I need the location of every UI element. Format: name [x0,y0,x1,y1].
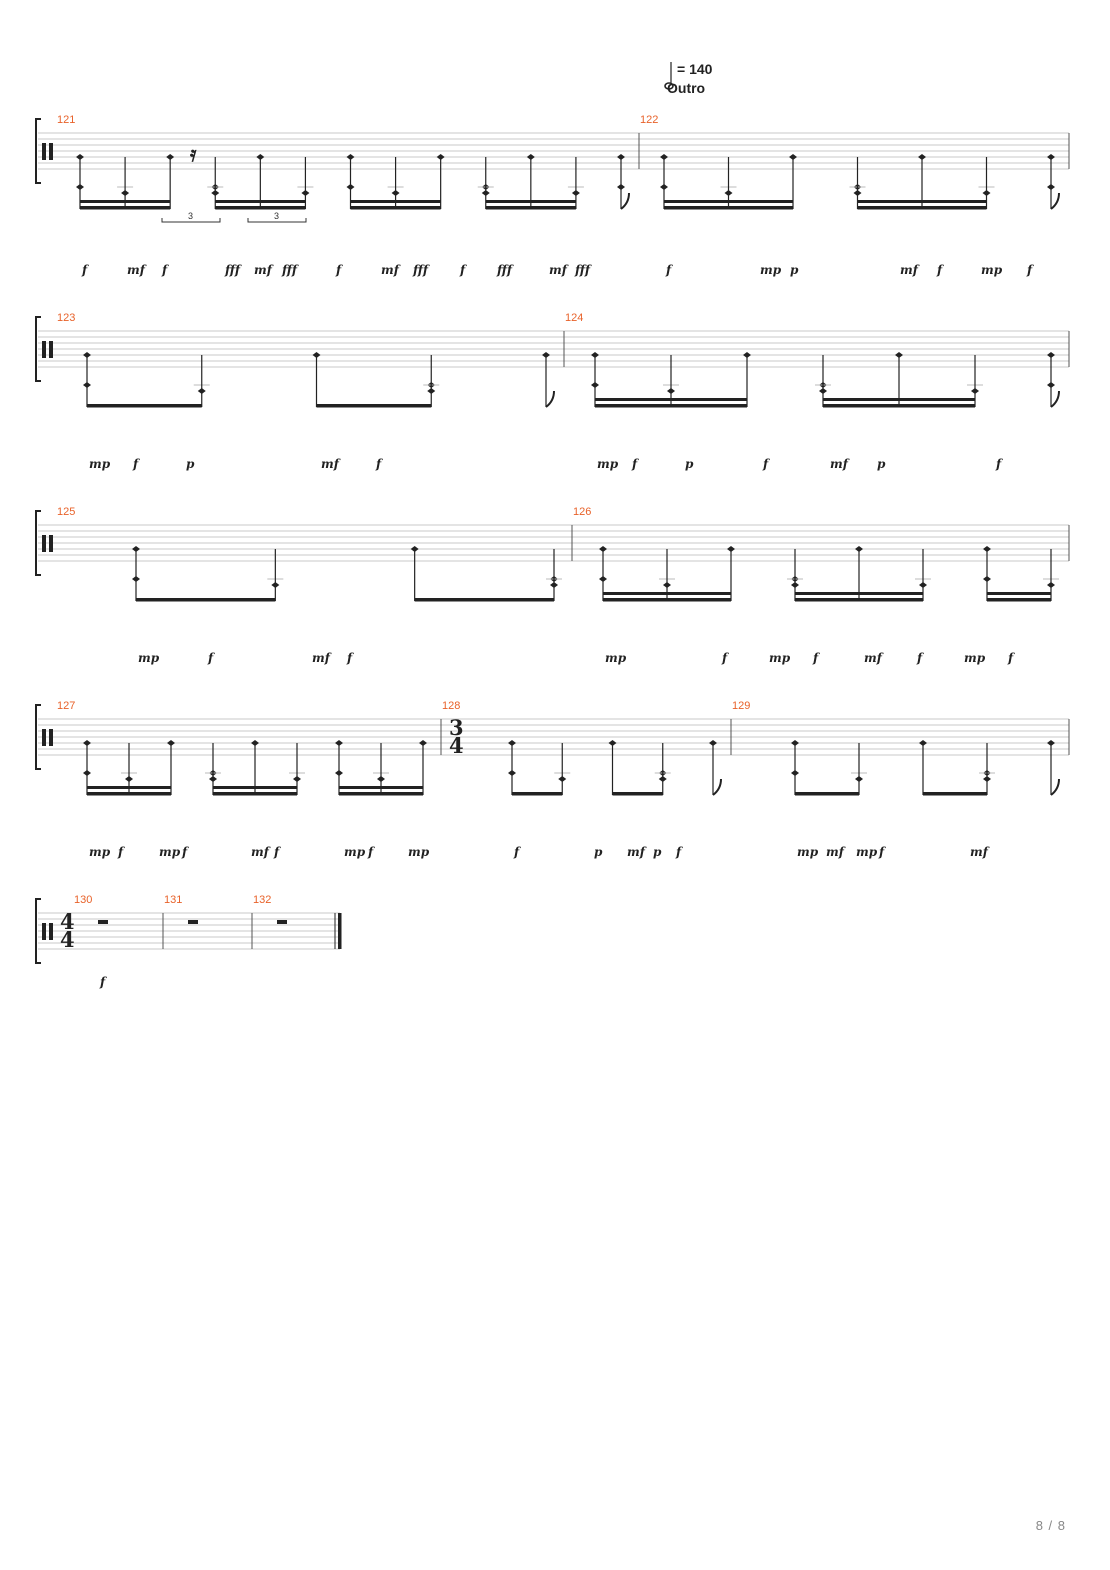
beam [823,404,975,408]
tuplet-label: 3 [188,211,194,221]
dynamic-marking: mp [769,651,791,665]
beam [664,206,793,210]
dynamic-marking: f [336,263,342,277]
tuplet-label: 3 [274,211,280,221]
dynamic-marking: mf [830,457,848,471]
dynamic-marking: f [676,845,682,859]
measure-number: 125 [57,506,76,518]
measure-number: 131 [164,894,183,906]
percussion-clef-icon [49,143,53,160]
beam [87,786,171,789]
section-label: Outro [667,80,706,96]
beam [486,206,576,210]
beam [823,398,975,401]
dynamic-marking: mp [760,263,782,277]
dynamic-marking: f [1008,651,1014,665]
beam [87,792,171,796]
sixteenth-rest-icon: 𝄿 [190,141,197,166]
percussion-clef-icon [42,535,46,552]
tempo-text: = 140 [677,61,713,77]
dynamic-marking: mp [856,845,878,859]
beam [351,206,441,210]
flag-icon [1051,193,1059,209]
time-signature-top: 4 [60,909,75,934]
dynamic-marking: mf [970,845,988,859]
dynamic-marking: mf [381,263,399,277]
dynamic-marking: mf [127,263,145,277]
half-rest-icon [98,920,108,924]
dynamic-marking: f [722,651,728,665]
dynamic-marking: mp [797,845,819,859]
measure-number: 127 [57,700,76,712]
beam [213,786,297,789]
tempo-marking [665,61,713,96]
percussion-clef-icon [42,341,46,358]
beam [858,200,987,203]
measure-number: 124 [565,312,584,324]
beam [415,598,554,602]
staff-system [36,700,1069,859]
dynamic-marking: f [763,457,769,471]
dynamic-marking: mp [408,845,430,859]
dynamic-marking: p [877,457,886,471]
dynamic-marking: f [376,457,382,471]
beam [339,786,423,789]
final-barline-thick [338,913,342,949]
dynamic-marking: p [594,845,603,859]
dynamic-marking: p [790,263,799,277]
dynamic-marking: mf [864,651,882,665]
dynamic-marking: mf [549,263,567,277]
beam [213,792,297,796]
dynamic-marking: fff [575,263,591,277]
dynamic-marking: f [917,651,923,665]
beam [603,598,731,602]
beam [795,592,923,595]
dynamic-marking: mp [597,457,619,471]
beam [80,200,170,203]
flag-icon [1051,779,1059,795]
dynamic-marking: mp [605,651,627,665]
dynamic-marking: mp [138,651,160,665]
dynamic-marking: f [632,457,638,471]
dynamic-marking: f [347,651,353,665]
percussion-clef-icon [42,923,46,940]
beam [613,792,663,796]
measure-number: 128 [442,700,461,712]
dynamic-marking: mf [900,263,918,277]
flag-icon [621,193,629,209]
measure-number: 130 [74,894,93,906]
measure-number: 132 [253,894,272,906]
dynamic-marking: f [118,845,124,859]
staff-system [36,312,1069,471]
beam [664,200,793,203]
beam [923,792,987,796]
half-rest-icon [277,920,287,924]
beam [215,206,305,210]
measure-number: 122 [640,114,659,126]
percussion-clef-icon [49,341,53,358]
flag-icon [546,391,554,407]
dynamic-marking: fff [497,263,513,277]
dynamic-marking: p [685,457,694,471]
percussion-clef-icon [42,143,46,160]
dynamic-marking: mf [627,845,645,859]
beam [795,598,923,602]
dynamic-marking: f [162,263,168,277]
percussion-clef-icon [49,535,53,552]
dynamic-marking: mp [344,845,366,859]
beam [136,598,275,602]
dynamic-marking: mp [964,651,986,665]
beam [595,404,747,408]
staff-system [36,114,1069,277]
beam [339,792,423,796]
beam [795,792,859,796]
measure-number: 123 [57,312,76,324]
beam [987,592,1051,595]
dynamic-marking: mf [254,263,272,277]
dynamic-marking: mp [89,845,111,859]
time-signature-bottom: 4 [449,733,464,758]
beam [317,404,432,408]
dynamic-marking: p [186,457,195,471]
percussion-clef-icon [49,729,53,746]
systems-layer [36,114,1069,989]
beam [603,592,731,595]
measure-number: 129 [732,700,751,712]
staff-system [36,894,342,989]
dynamic-marking: mf [321,457,339,471]
half-rest-icon [188,920,198,924]
staff-system [36,506,1069,665]
flag-icon [1051,391,1059,407]
percussion-clef-icon [49,923,53,940]
dynamic-marking: mp [981,263,1003,277]
dynamic-marking: mf [251,845,269,859]
dynamic-marking: f [666,263,672,277]
dynamic-marking: f [460,263,466,277]
beam [486,200,576,203]
beam [351,200,441,203]
dynamic-marking: f [813,651,819,665]
measure-number: 126 [573,506,592,518]
dynamic-marking: f [100,975,106,989]
time-signature-top: 3 [449,715,464,740]
dynamic-marking: mp [159,845,181,859]
dynamic-marking: fff [282,263,298,277]
dynamic-marking: mp [89,457,111,471]
percussion-clef-icon [42,729,46,746]
flag-icon [713,779,721,795]
dynamic-marking: f [208,651,214,665]
beam [858,206,987,210]
dynamic-marking: f [879,845,885,859]
beam [215,200,305,203]
measure-number: 121 [57,114,76,126]
dynamic-marking: f [1027,263,1033,277]
dynamic-marking: f [182,845,188,859]
dynamic-marking: mf [826,845,844,859]
beam [595,398,747,401]
dynamic-marking: mf [312,651,330,665]
beam [987,598,1051,602]
dynamic-marking: f [82,263,88,277]
beam [87,404,202,408]
dynamic-marking: f [937,263,943,277]
dynamic-marking: fff [413,263,429,277]
dynamic-marking: p [653,845,662,859]
dynamic-marking: f [274,845,280,859]
beam [80,206,170,210]
page-indicator: 8 / 8 [1035,1518,1066,1533]
time-signature-bottom: 4 [60,927,75,952]
dynamic-marking: f [133,457,139,471]
dynamic-marking: f [368,845,374,859]
dynamic-marking: f [514,845,520,859]
dynamic-marking: f [996,457,1002,471]
dynamic-marking: fff [225,263,241,277]
beam [512,792,562,796]
